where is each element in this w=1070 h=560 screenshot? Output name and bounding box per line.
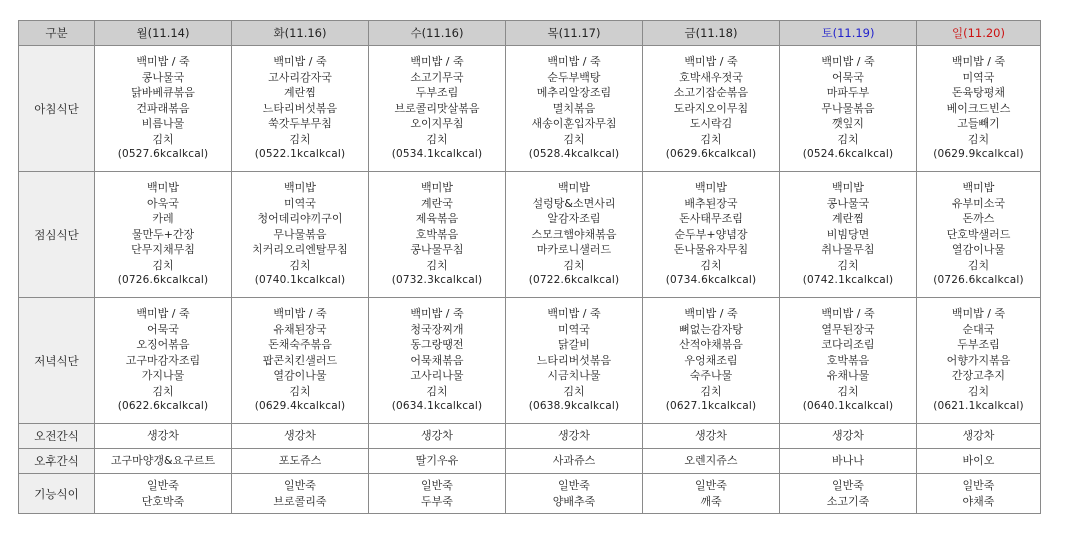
menu-cell-lines — [643, 428, 779, 444]
menu-item: 가지나물 — [141, 369, 185, 383]
menu-item: 어묵국 — [147, 322, 179, 336]
menu-item: 백미밥 / 죽 — [547, 306, 601, 320]
menu-cell-lines — [780, 306, 916, 415]
menu-item: 고구마감자조림 — [125, 353, 201, 367]
calorie-text: (0638.9kcalkcal) — [528, 400, 620, 413]
menu-item: 계란국 — [421, 196, 453, 210]
menu-item: 어묵국 — [832, 70, 864, 84]
menu-item: 청국장찌개 — [410, 322, 464, 336]
menu-item: 돈까스 — [962, 212, 995, 226]
menu-cell-lines — [95, 478, 231, 509]
menu-item: 어향가지볶음 — [946, 353, 1011, 367]
menu-item: 돈나물유자무침 — [673, 243, 749, 257]
menu-item: 열감이나물 — [951, 243, 1006, 257]
menu-item: 백미밥 — [421, 180, 453, 194]
lunch-row — [19, 172, 1041, 298]
menu-cell-lines — [780, 453, 916, 469]
menu-cell — [369, 46, 506, 172]
menu-item: 계란찜 — [284, 86, 316, 100]
menu-item: 김치 — [967, 132, 990, 146]
menu-item: 깨죽 — [700, 494, 722, 508]
header-row — [19, 21, 1041, 46]
menu-item: 일반죽 — [421, 478, 453, 492]
menu-cell — [232, 46, 369, 172]
menu-item: 바나나 — [832, 454, 864, 468]
menu-item: 백미밥 — [147, 180, 179, 194]
menu-cell — [780, 424, 917, 449]
day-name: 토 — [821, 26, 833, 40]
menu-item: 일반죽 — [147, 478, 179, 492]
menu-cell-lines — [780, 54, 916, 163]
menu-item: 김치 — [152, 132, 174, 146]
menu-item: 계란찜 — [832, 212, 864, 226]
menu-item: 백미밥 / 죽 — [410, 306, 464, 320]
menu-item: 미역국 — [284, 196, 316, 210]
menu-cell-lines — [506, 180, 642, 289]
menu-item: 콩나물국 — [826, 196, 870, 210]
menu-item: 멸치볶음 — [552, 101, 596, 115]
calorie-text: (0627.1kcalkcal) — [665, 400, 757, 413]
menu-cell-lines — [917, 453, 1040, 469]
menu-item: 백미밥 / 죽 — [951, 54, 1006, 68]
day-date: (11.19) — [832, 26, 875, 40]
menu-item: 오징어볶음 — [136, 338, 190, 352]
calorie-text: (0734.6kcalkcal) — [665, 274, 757, 287]
menu-item: 단무지채무침 — [131, 243, 195, 257]
weekly-meal-table — [18, 20, 1041, 514]
menu-item: 야채죽 — [962, 494, 995, 508]
menu-cell-lines — [643, 453, 779, 469]
menu-cell-lines — [643, 306, 779, 415]
menu-item: 백미밥 / 죽 — [821, 54, 875, 68]
menu-item: 메추리알장조림 — [536, 86, 612, 100]
menu-cell-lines — [95, 453, 231, 469]
menu-item: 콩나물국 — [141, 70, 185, 84]
breakfast-row — [19, 46, 1041, 172]
menu-item: 비빔당면 — [826, 227, 870, 241]
menu-item: 생강차 — [421, 429, 453, 443]
menu-item: 백미밥 / 죽 — [273, 54, 327, 68]
day-date: (11.16) — [284, 26, 327, 40]
menu-item: 제육볶음 — [415, 212, 459, 226]
menu-item: 백미밥 — [832, 180, 864, 194]
menu-cell-lines — [232, 180, 368, 289]
menu-item: 카레 — [152, 212, 174, 226]
row-label: 오전간식 — [19, 424, 95, 449]
menu-cell-lines — [643, 54, 779, 163]
menu-item: 미역국 — [962, 70, 995, 84]
menu-cell-lines — [506, 453, 642, 469]
menu-item: 스모크햄야채볶음 — [531, 227, 617, 241]
menu-cell-lines — [232, 453, 368, 469]
menu-item: 딸기우유 — [415, 454, 459, 468]
row-label: 점심식단 — [19, 172, 95, 298]
menu-item: 김치 — [700, 258, 722, 272]
menu-item: 백미밥 — [284, 180, 316, 194]
header-day-wed — [369, 21, 506, 46]
menu-item: 백미밥 — [558, 180, 590, 194]
menu-cell-lines — [232, 478, 368, 509]
menu-item: 일반죽 — [695, 478, 727, 492]
menu-item: 두부조림 — [957, 338, 1000, 352]
menu-item: 팝콘치킨샐러드 — [262, 353, 338, 367]
day-name: 화 — [273, 26, 285, 40]
menu-cell — [369, 449, 506, 474]
menu-item: 브로콜리죽 — [273, 494, 327, 508]
menu-cell — [506, 449, 643, 474]
pm-snack-row — [19, 449, 1041, 474]
menu-item: 소고기잡순볶음 — [673, 86, 749, 100]
menu-cell-lines — [917, 306, 1040, 415]
menu-item: 백미밥 / 죽 — [547, 54, 601, 68]
menu-item: 취나물무침 — [821, 243, 875, 257]
header-day-fri — [643, 21, 780, 46]
menu-cell — [95, 46, 232, 172]
menu-cell — [780, 172, 917, 298]
menu-cell — [643, 424, 780, 449]
day-date: (11.18) — [695, 26, 738, 40]
menu-cell — [506, 46, 643, 172]
menu-item: 열감이나물 — [273, 369, 327, 383]
menu-item: 유부미소국 — [951, 196, 1006, 210]
menu-item: 백미밥 — [695, 180, 727, 194]
menu-item: 김치 — [426, 132, 448, 146]
menu-cell — [643, 172, 780, 298]
menu-item: 마카로니샐러드 — [536, 243, 612, 257]
menu-cell-lines — [780, 428, 916, 444]
menu-cell-lines — [369, 180, 505, 289]
menu-cell — [95, 424, 232, 449]
menu-item: 어묵채볶음 — [410, 353, 464, 367]
calorie-text: (0732.3kcalkcal) — [391, 274, 483, 287]
menu-item: 동그랑땡전 — [410, 338, 464, 352]
menu-item: 고사리나물 — [410, 369, 464, 383]
calorie-text: (0621.1kcalkcal) — [933, 400, 1024, 413]
menu-item: 배추된장국 — [684, 196, 738, 210]
menu-item: 닭바베큐볶음 — [131, 86, 195, 100]
calorie-text: (0629.9kcalkcal) — [933, 148, 1024, 161]
menu-cell-lines — [95, 54, 231, 163]
menu-item: 느타리버섯볶음 — [262, 101, 338, 115]
menu-item: 무나물볶음 — [273, 227, 327, 241]
calorie-text: (0528.4kcalkcal) — [528, 148, 620, 161]
menu-item: 도시락김 — [689, 117, 733, 131]
menu-item: 오렌지쥬스 — [684, 454, 738, 468]
menu-item: 김치 — [967, 384, 990, 398]
menu-cell-lines — [95, 180, 231, 289]
menu-cell — [506, 474, 643, 514]
menu-cell-lines — [369, 54, 505, 163]
menu-item: 일반죽 — [832, 478, 864, 492]
row-label: 오후간식 — [19, 449, 95, 474]
menu-item: 백미밥 / 죽 — [273, 306, 327, 320]
menu-item: 오이지무침 — [410, 117, 464, 131]
menu-cell — [232, 172, 369, 298]
menu-cell-lines — [369, 306, 505, 415]
header-day-sun — [917, 21, 1041, 46]
menu-item: 바이오 — [962, 454, 995, 468]
menu-cell — [506, 424, 643, 449]
menu-cell — [643, 298, 780, 424]
menu-cell — [917, 298, 1041, 424]
menu-item: 건파래볶음 — [136, 101, 190, 115]
menu-item: 생강차 — [695, 429, 727, 443]
menu-item: 호박볶음 — [415, 227, 459, 241]
menu-item: 일반죽 — [284, 478, 316, 492]
menu-cell — [780, 298, 917, 424]
day-date: (11.20) — [963, 26, 1005, 40]
menu-item: 백미밥 — [962, 180, 995, 194]
menu-item: 김치 — [700, 132, 722, 146]
menu-item: 생강차 — [284, 429, 316, 443]
header-label-cell: 구분 — [19, 21, 95, 46]
menu-cell — [232, 298, 369, 424]
menu-cell-lines — [95, 428, 231, 444]
menu-cell-lines — [506, 478, 642, 509]
menu-item: 백미밥 / 죽 — [684, 306, 738, 320]
menu-cell — [780, 474, 917, 514]
menu-item: 고사리감자국 — [268, 70, 332, 84]
day-name: 월 — [136, 26, 148, 40]
menu-item: 김치 — [426, 384, 448, 398]
menu-cell-lines — [917, 478, 1040, 509]
menu-cell — [369, 424, 506, 449]
calorie-text: (0527.6kcalkcal) — [117, 148, 209, 161]
menu-item: 콩나물무침 — [410, 243, 464, 257]
menu-cell-lines — [780, 180, 916, 289]
header-day-thu — [506, 21, 643, 46]
menu-cell — [643, 449, 780, 474]
menu-cell — [369, 298, 506, 424]
menu-item: 무나물볶음 — [821, 101, 875, 115]
menu-item: 소고기죽 — [826, 494, 870, 508]
menu-item: 순두부+양념장 — [674, 227, 748, 241]
calorie-text: (0722.6kcalkcal) — [528, 274, 620, 287]
menu-item: 김치 — [563, 132, 585, 146]
menu-item: 청어데리야끼구이 — [257, 212, 343, 226]
menu-cell — [232, 474, 369, 514]
calorie-text: (0629.6kcalkcal) — [665, 148, 757, 161]
menu-item: 단호박샐러드 — [946, 227, 1011, 241]
menu-item: 설렁탕&소면사리 — [532, 196, 616, 210]
menu-item: 두부죽 — [421, 494, 453, 508]
calorie-text: (0534.1kcalkcal) — [391, 148, 483, 161]
menu-item: 백미밥 / 죽 — [684, 54, 738, 68]
calorie-text: (0640.1kcalkcal) — [802, 400, 894, 413]
menu-item: 열무된장국 — [821, 322, 875, 336]
menu-item: 치커리오리엔탈무침 — [252, 243, 348, 257]
day-name: 목 — [547, 26, 559, 40]
calorie-text: (0742.1kcalkcal) — [802, 274, 894, 287]
menu-item: 숙주나물 — [689, 369, 733, 383]
menu-cell-lines — [917, 54, 1040, 163]
menu-cell — [917, 172, 1041, 298]
menu-cell-lines — [369, 453, 505, 469]
menu-cell — [506, 172, 643, 298]
menu-cell — [232, 449, 369, 474]
menu-cell — [369, 474, 506, 514]
menu-cell — [643, 474, 780, 514]
menu-item: 포도쥬스 — [278, 454, 322, 468]
row-label: 저녁식단 — [19, 298, 95, 424]
menu-cell-lines — [780, 478, 916, 509]
row-label: 아침식단 — [19, 46, 95, 172]
menu-cell — [95, 172, 232, 298]
menu-item: 백미밥 / 죽 — [136, 54, 190, 68]
menu-cell-lines — [506, 54, 642, 163]
menu-cell — [506, 298, 643, 424]
menu-item: 코다리조림 — [821, 338, 875, 352]
menu-item: 간장고추지 — [951, 369, 1006, 383]
menu-item: 시금치나물 — [547, 369, 601, 383]
calorie-text: (0740.1kcalkcal) — [254, 274, 346, 287]
menu-cell-lines — [917, 180, 1040, 289]
menu-item: 유채나물 — [826, 369, 870, 383]
menu-cell — [917, 474, 1041, 514]
menu-cell-lines — [506, 428, 642, 444]
calorie-text: (0726.6kcalkcal) — [933, 274, 1024, 287]
menu-item: 김치 — [563, 384, 585, 398]
header-day-mon — [95, 21, 232, 46]
menu-item: 김치 — [700, 384, 722, 398]
menu-item: 호박볶음 — [826, 353, 870, 367]
menu-item: 단호박죽 — [141, 494, 185, 508]
menu-item: 김치 — [837, 384, 859, 398]
menu-cell — [232, 424, 369, 449]
menu-item: 생강차 — [558, 429, 590, 443]
menu-cell — [95, 449, 232, 474]
menu-cell — [780, 46, 917, 172]
menu-cell-lines — [369, 478, 505, 509]
menu-item: 미역국 — [558, 322, 590, 336]
menu-cell — [917, 424, 1041, 449]
menu-item: 쑥갓두부무침 — [268, 117, 332, 131]
menu-item: 호박새우젓국 — [679, 70, 743, 84]
menu-cell-lines — [95, 306, 231, 415]
menu-item: 일반죽 — [962, 478, 995, 492]
menu-item: 백미밥 / 죽 — [410, 54, 464, 68]
menu-item: 김치 — [426, 258, 448, 272]
menu-item: 두부조림 — [415, 86, 459, 100]
day-name: 금 — [684, 26, 696, 40]
menu-item: 유채된장국 — [273, 322, 327, 336]
menu-item: 순대국 — [962, 322, 995, 336]
menu-item: 돈육탕평채 — [951, 86, 1006, 100]
menu-item: 김치 — [967, 258, 990, 272]
menu-cell — [780, 449, 917, 474]
row-label: 기능식이 — [19, 474, 95, 514]
header-day-tue — [232, 21, 369, 46]
menu-item: 생강차 — [147, 429, 179, 443]
menu-item: 양배추죽 — [552, 494, 596, 508]
menu-cell — [917, 46, 1041, 172]
menu-item: 김치 — [837, 258, 859, 272]
menu-item: 순두부백탕 — [547, 70, 601, 84]
menu-item: 백미밥 / 죽 — [951, 306, 1006, 320]
menu-cell-lines — [232, 306, 368, 415]
day-name: 수 — [410, 26, 422, 40]
calorie-text: (0622.6kcalkcal) — [117, 400, 209, 413]
menu-item: 뼈없는감자탕 — [679, 322, 743, 336]
day-date: (11.16) — [421, 26, 464, 40]
menu-item: 닭갈비 — [558, 338, 590, 352]
menu-item: 우엉채조림 — [684, 353, 738, 367]
menu-item: 느타리버섯볶음 — [536, 353, 612, 367]
header-day-sat — [780, 21, 917, 46]
menu-cell-lines — [506, 306, 642, 415]
menu-item: 고들빼기 — [957, 117, 1000, 131]
menu-item: 아욱국 — [147, 196, 179, 210]
menu-cell-lines — [643, 180, 779, 289]
menu-cell — [95, 298, 232, 424]
menu-item: 소고기무국 — [410, 70, 464, 84]
menu-item: 김치 — [289, 384, 311, 398]
menu-item: 생강차 — [832, 429, 864, 443]
menu-cell — [369, 172, 506, 298]
menu-cell — [95, 474, 232, 514]
menu-item: 김치 — [152, 384, 174, 398]
menu-item: 물만두+간장 — [131, 227, 195, 241]
menu-item: 김치 — [837, 132, 859, 146]
calorie-text: (0524.6kcalkcal) — [802, 148, 894, 161]
menu-item: 백미밥 / 죽 — [136, 306, 190, 320]
menu-item: 일반죽 — [558, 478, 590, 492]
menu-item: 비름나물 — [141, 117, 185, 131]
menu-cell-lines — [643, 478, 779, 509]
menu-item: 김치 — [152, 258, 174, 272]
calorie-text: (0522.1kcalkcal) — [254, 148, 346, 161]
menu-item: 베이크드빈스 — [946, 101, 1011, 115]
menu-cell — [917, 449, 1041, 474]
day-date: (11.14) — [147, 26, 190, 40]
calorie-text: (0634.1kcalkcal) — [391, 400, 483, 413]
menu-item: 백미밥 / 죽 — [821, 306, 875, 320]
am-snack-row — [19, 424, 1041, 449]
menu-item: 김치 — [563, 258, 585, 272]
menu-cell-lines — [232, 54, 368, 163]
menu-item: 도라지오이무침 — [673, 101, 749, 115]
menu-cell — [643, 46, 780, 172]
menu-item: 마파두부 — [826, 86, 870, 100]
calorie-text: (0629.4kcalkcal) — [254, 400, 346, 413]
menu-item: 돈채숙주볶음 — [268, 338, 332, 352]
menu-item: 브로콜리맛살볶음 — [394, 101, 480, 115]
menu-cell-lines — [369, 428, 505, 444]
menu-item: 김치 — [289, 258, 311, 272]
menu-item: 산적야채볶음 — [679, 338, 743, 352]
menu-cell-lines — [917, 428, 1040, 444]
functional-diet-row — [19, 474, 1041, 514]
menu-item: 알감자조림 — [547, 212, 601, 226]
menu-item: 새송이훈입자무침 — [531, 117, 617, 131]
dinner-row — [19, 298, 1041, 424]
menu-item: 생강차 — [962, 429, 995, 443]
day-date: (11.17) — [558, 26, 601, 40]
menu-item: 사과쥬스 — [552, 454, 596, 468]
menu-item: 깻잎지 — [832, 117, 864, 131]
menu-item: 고구마양갱&요구르트 — [110, 454, 216, 468]
menu-item: 김치 — [289, 132, 311, 146]
menu-cell-lines — [232, 428, 368, 444]
calorie-text: (0726.6kcalkcal) — [117, 274, 209, 287]
day-name: 일 — [951, 26, 964, 40]
menu-item: 돈사태무조림 — [679, 212, 743, 226]
